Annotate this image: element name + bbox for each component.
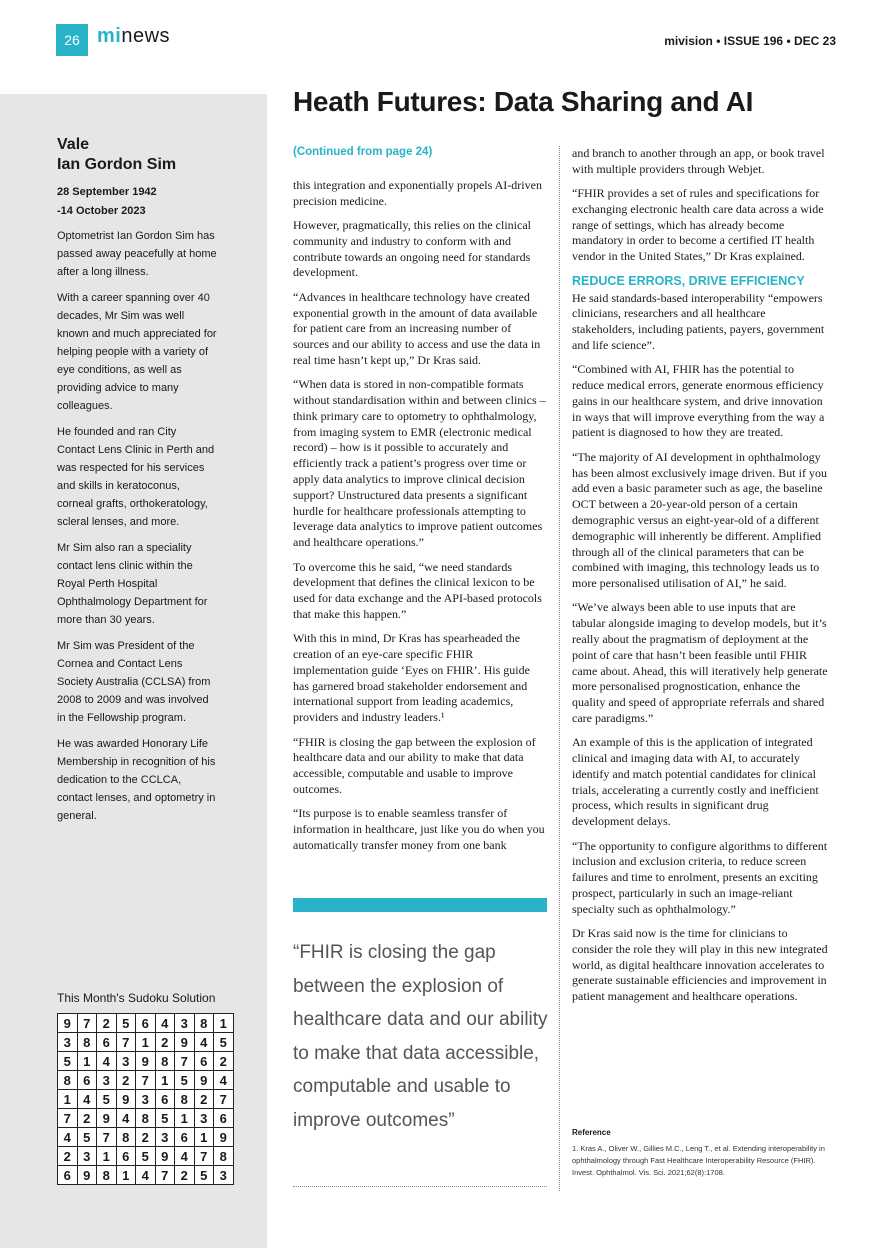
sudoku-cell: 9 (77, 1166, 97, 1185)
sudoku-cell: 1 (77, 1052, 97, 1071)
sudoku-cell: 6 (116, 1147, 136, 1166)
sudoku-cell: 5 (194, 1166, 214, 1185)
obituary-paragraph: Optometrist Ian Gordon Sim has passed away peacefully at home after a long illness. (57, 230, 217, 278)
sudoku-cell: 9 (194, 1071, 214, 1090)
sudoku-row (58, 1109, 234, 1128)
sudoku-cell: 9 (97, 1109, 117, 1128)
sudoku-cell: 4 (97, 1052, 117, 1071)
obituary-body (57, 227, 217, 833)
sudoku-cell: 9 (58, 1014, 78, 1033)
sudoku-cell: 7 (97, 1128, 117, 1147)
sudoku-cell: 1 (175, 1109, 195, 1128)
sudoku-cell: 8 (214, 1147, 234, 1166)
sudoku-row (58, 1071, 234, 1090)
page-header (0, 0, 892, 94)
article-paragraph: An example of this is the application of integrated clinical and imaging data with AI, to accurately identify and match potential candidates for clinical trials, accelerating a currently costly and inefficient process, which results in significant drug development delays. (572, 735, 819, 829)
sudoku-cell: 7 (116, 1033, 136, 1052)
sudoku-row (58, 1014, 234, 1033)
sudoku-cell: 1 (136, 1033, 156, 1052)
sudoku-title: This Month's Sudoku Solution (57, 991, 216, 1005)
sudoku-cell: 3 (97, 1071, 117, 1090)
sudoku-cell: 3 (136, 1090, 156, 1109)
obituary-paragraph: Mr Sim was President of the Cornea and Contact Lens Society Australia (CCLSA) from 2008 to 2009 and was involved in the Fellowship program. (57, 640, 211, 724)
sudoku-cell: 4 (136, 1166, 156, 1185)
obituary-dates (57, 183, 157, 221)
sudoku-cell: 5 (155, 1109, 175, 1128)
obituary-paragraph: Mr Sim also ran a speciality contact lens clinic within the Royal Perth Hospital Ophthalmology Department for more than 30 years. (57, 542, 208, 626)
sudoku-cell: 7 (58, 1109, 78, 1128)
column-divider (559, 146, 560, 1191)
sudoku-cell: 7 (194, 1147, 214, 1166)
sudoku-cell: 9 (136, 1052, 156, 1071)
pull-quote: “FHIR is closing the gap between the explosion of healthcare data and our ability to make that data accessible, computable and usable to improve outcomes” (293, 942, 548, 1131)
sudoku-cell: 5 (175, 1071, 195, 1090)
section-title-mi: mi (97, 25, 122, 47)
sudoku-cell: 8 (136, 1109, 156, 1128)
obituary-dates-line2: -14 October 2023 (57, 205, 146, 217)
sudoku-cell: 8 (155, 1052, 175, 1071)
sudoku-cell: 1 (116, 1166, 136, 1185)
article-paragraph: “FHIR provides a set of rules and specifications for exchanging electronic health care data across a wide range of settings, which has already become mandatory in order to become a certified IT health vendor in the United States,” Dr Kras explained. (572, 186, 824, 264)
sudoku-cell: 7 (77, 1014, 97, 1033)
obituary-title (57, 135, 176, 175)
article-paragraph: Dr Kras said now is the time for clinicians to consider the role they will play in this new integrated world, as digital healthcare innovation accelerates to generate sustainable efficiencies and improvement in patient management and healthcare operations. (572, 926, 828, 1004)
sudoku-cell: 4 (214, 1071, 234, 1090)
article-paragraph: “We’ve always been able to use inputs that are tabular alongside imaging to develop models, but it’s really about the pragmatism of deployment at the point of care that hasn’t been feasible until FHIR came about. Ahead, this will iteratively help generate more personalised prognostication, enhance the quality and speed of appropriate referrals and shared care paradigms.” (572, 600, 828, 725)
reference-text: 1. Kras A., Oliver W., Gillies M.C., Leng T., et al. Extending interoperability in ophthalmology through Fast Healthcare Interoperability Resource (FHIR). Invest. Ophthalmol. Vis. Sci. 2021;62(8):1708. (572, 1144, 825, 1177)
sudoku-cell: 2 (214, 1052, 234, 1071)
sudoku-cell: 6 (214, 1109, 234, 1128)
sudoku-cell: 8 (175, 1090, 195, 1109)
article-paragraph: “The opportunity to configure algorithms to different inclusion and exclusion criteria, to reduce screen failures and time to enrolment, presents an exciting prospect, particularly in such an image-reliant specialty such as ophthalmology.” (572, 838, 828, 916)
sudoku-cell: 2 (155, 1033, 175, 1052)
article-column-2 (572, 146, 828, 1014)
sudoku-cell: 3 (175, 1014, 195, 1033)
sudoku-cell: 8 (116, 1128, 136, 1147)
sudoku-cell: 5 (116, 1014, 136, 1033)
sudoku-cell: 6 (175, 1128, 195, 1147)
sudoku-cell: 1 (214, 1014, 234, 1033)
article-paragraph: this integration and exponentially propels AI-driven precision medicine. (293, 178, 542, 208)
sudoku-cell: 4 (116, 1109, 136, 1128)
article-headline: Heath Futures: Data Sharing and AI (293, 86, 754, 117)
sudoku-cell: 6 (194, 1052, 214, 1071)
sudoku-cell: 1 (194, 1128, 214, 1147)
sudoku-cell: 2 (77, 1109, 97, 1128)
sudoku-cell: 2 (116, 1071, 136, 1090)
sudoku-cell: 3 (77, 1147, 97, 1166)
article-paragraph: and branch to another through an app, or book travel with multiple providers through Webjet. (572, 146, 825, 176)
obituary-title-line2: Ian Gordon Sim (57, 156, 177, 173)
page-number: 26 (56, 24, 88, 56)
sudoku-cell: 1 (155, 1071, 175, 1090)
sudoku-cell: 7 (175, 1052, 195, 1071)
sudoku-cell: 5 (97, 1090, 117, 1109)
sudoku-cell: 9 (116, 1090, 136, 1109)
section-title-news: news (121, 25, 171, 47)
sudoku-row (58, 1052, 234, 1071)
article-paragraph: With this in mind, Dr Kras has spearheaded the creation of an eye-care specific FHIR implementation guide ‘Eyes on FHIR’. His guide has garnered broad stakeholder endorsement and international support from leading academics, providers and industry leaders.¹ (293, 631, 530, 725)
pull-quote-rule (293, 1186, 547, 1187)
section-title (97, 25, 170, 48)
sudoku-cell: 7 (136, 1071, 156, 1090)
reference-title: Reference (572, 1128, 611, 1137)
sudoku-cell: 4 (155, 1014, 175, 1033)
sudoku-cell: 8 (194, 1014, 214, 1033)
sudoku-grid (57, 1013, 234, 1185)
article-paragraph: “Its purpose is to enable seamless transfer of information in healthcare, just like you do when you automatically transfer money from one bank (293, 806, 545, 852)
sudoku-cell: 7 (214, 1090, 234, 1109)
sudoku-cell: 2 (136, 1128, 156, 1147)
sudoku-cell: 2 (175, 1166, 195, 1185)
sudoku-cell: 2 (194, 1090, 214, 1109)
sudoku-cell: 7 (155, 1166, 175, 1185)
article-subhead: REDUCE ERRORS, DRIVE EFFICIENCY (572, 273, 805, 288)
article-paragraph: “Combined with AI, FHIR has the potential to reduce medical errors, generate enormous efficiency gains in our healthcare system, and drive innovation in ways that will improve everything from the way a patient is diagnosed to how they are treated. (572, 362, 825, 440)
obituary-paragraph: With a career spanning over 40 decades, Mr Sim was well known and much appreciated for helping people with a variety of eye conditions, as well as providing advice to many colleagues. (57, 292, 217, 412)
article-column-1 (293, 178, 547, 862)
obituary-dates-line1: 28 September 1942 (57, 186, 157, 198)
sudoku-cell: 4 (175, 1147, 195, 1166)
sudoku-cell: 1 (58, 1090, 78, 1109)
sudoku-cell: 6 (136, 1014, 156, 1033)
sudoku-cell: 1 (97, 1147, 117, 1166)
sudoku-cell: 8 (77, 1033, 97, 1052)
sudoku-cell: 3 (194, 1109, 214, 1128)
issue-line: mivision • ISSUE 196 • DEC 23 (664, 34, 836, 48)
sudoku-row (58, 1147, 234, 1166)
sudoku-row (58, 1090, 234, 1109)
sudoku-cell: 6 (97, 1033, 117, 1052)
sudoku-cell: 2 (58, 1147, 78, 1166)
sudoku-row (58, 1128, 234, 1147)
article-paragraph: To overcome this he said, “we need standards development that defines the clinical lexicon to be used for data exchange and the API-based protocols that make this happen.” (293, 559, 542, 621)
sudoku-cell: 4 (58, 1128, 78, 1147)
sudoku-cell: 2 (97, 1014, 117, 1033)
sudoku-row (58, 1033, 234, 1052)
sudoku-cell: 9 (175, 1033, 195, 1052)
obituary-paragraph: He was awarded Honorary Life Membership in recognition of his dedication to the CCLCA, contact lenses, and optometry in general. (57, 738, 216, 822)
sudoku-cell: 5 (136, 1147, 156, 1166)
sudoku-cell: 4 (194, 1033, 214, 1052)
article-paragraph: “Advances in healthcare technology have created exponential growth in the amount of data available for patient care from an increasing number of sources and our ability to access and use the data in real time hasn’t kept up,” Dr Kras said. (293, 289, 541, 367)
sudoku-cell: 5 (77, 1128, 97, 1147)
sudoku-cell: 3 (58, 1033, 78, 1052)
sudoku-cell: 6 (58, 1166, 78, 1185)
sudoku-cell: 6 (77, 1071, 97, 1090)
sudoku-cell: 3 (116, 1052, 136, 1071)
pull-quote-bar (293, 898, 547, 912)
sudoku-cell: 9 (214, 1128, 234, 1147)
obituary-title-line1: Vale (57, 136, 90, 153)
article-paragraph: “The majority of AI development in ophthalmology has been almost exclusively image driven. But if you add even a basic parameter such as age, the baseline OCT between a 20-year-old person of a certain demographic versus an eight-year-old of a different demographic will inherently be different. Amplified through all of the clinical parameters that can be combined with imaging, this technology leads us to more personalised utilisation of AI,” he said. (572, 449, 827, 591)
article-paragraph: He said standards-based interoperability “empowers clinicians, researchers and all healthcare stakeholders, including patients, payers, government and life science”. (572, 290, 825, 352)
article-paragraph: However, pragmatically, this relies on the clinical community and industry to conform with and contribute towards an ongoing need for standards development. (293, 218, 531, 280)
sudoku-cell: 8 (97, 1166, 117, 1185)
obituary-paragraph: He founded and ran City Contact Lens Clinic in Perth and was respected for his services and skills in keratoconus, corneal grafts, orthokeratology, scleral lenses, and more. (57, 426, 215, 528)
sudoku-cell: 3 (155, 1128, 175, 1147)
sudoku-cell: 3 (214, 1166, 234, 1185)
article-paragraph: “FHIR is closing the gap between the explosion of healthcare data and our ability to make that data accessible, computable and usable to improve outcomes. (293, 734, 536, 796)
article-paragraph: “When data is stored in non-compatible formats without standardisation within and between clinics – think primary care to optometry to ophthalmology, from imaging system to EMR (electronic medical record) – how is it possible to accurately and efficiently track a patient’s progress over time or apply data analytics to improve clinical decision support? Unstructured data presents a significant hurdle for healthcare professionals attempting to leverage data analytics to improve patient outcomes and healthcare operations.” (293, 377, 546, 550)
sudoku-cell: 4 (77, 1090, 97, 1109)
sudoku-row (58, 1166, 234, 1185)
continued-note: (Continued from page 24) (293, 146, 433, 158)
sudoku-cell: 5 (214, 1033, 234, 1052)
sudoku-cell: 9 (155, 1147, 175, 1166)
sudoku-cell: 8 (58, 1071, 78, 1090)
sudoku-cell: 6 (155, 1090, 175, 1109)
sudoku-cell: 5 (58, 1052, 78, 1071)
